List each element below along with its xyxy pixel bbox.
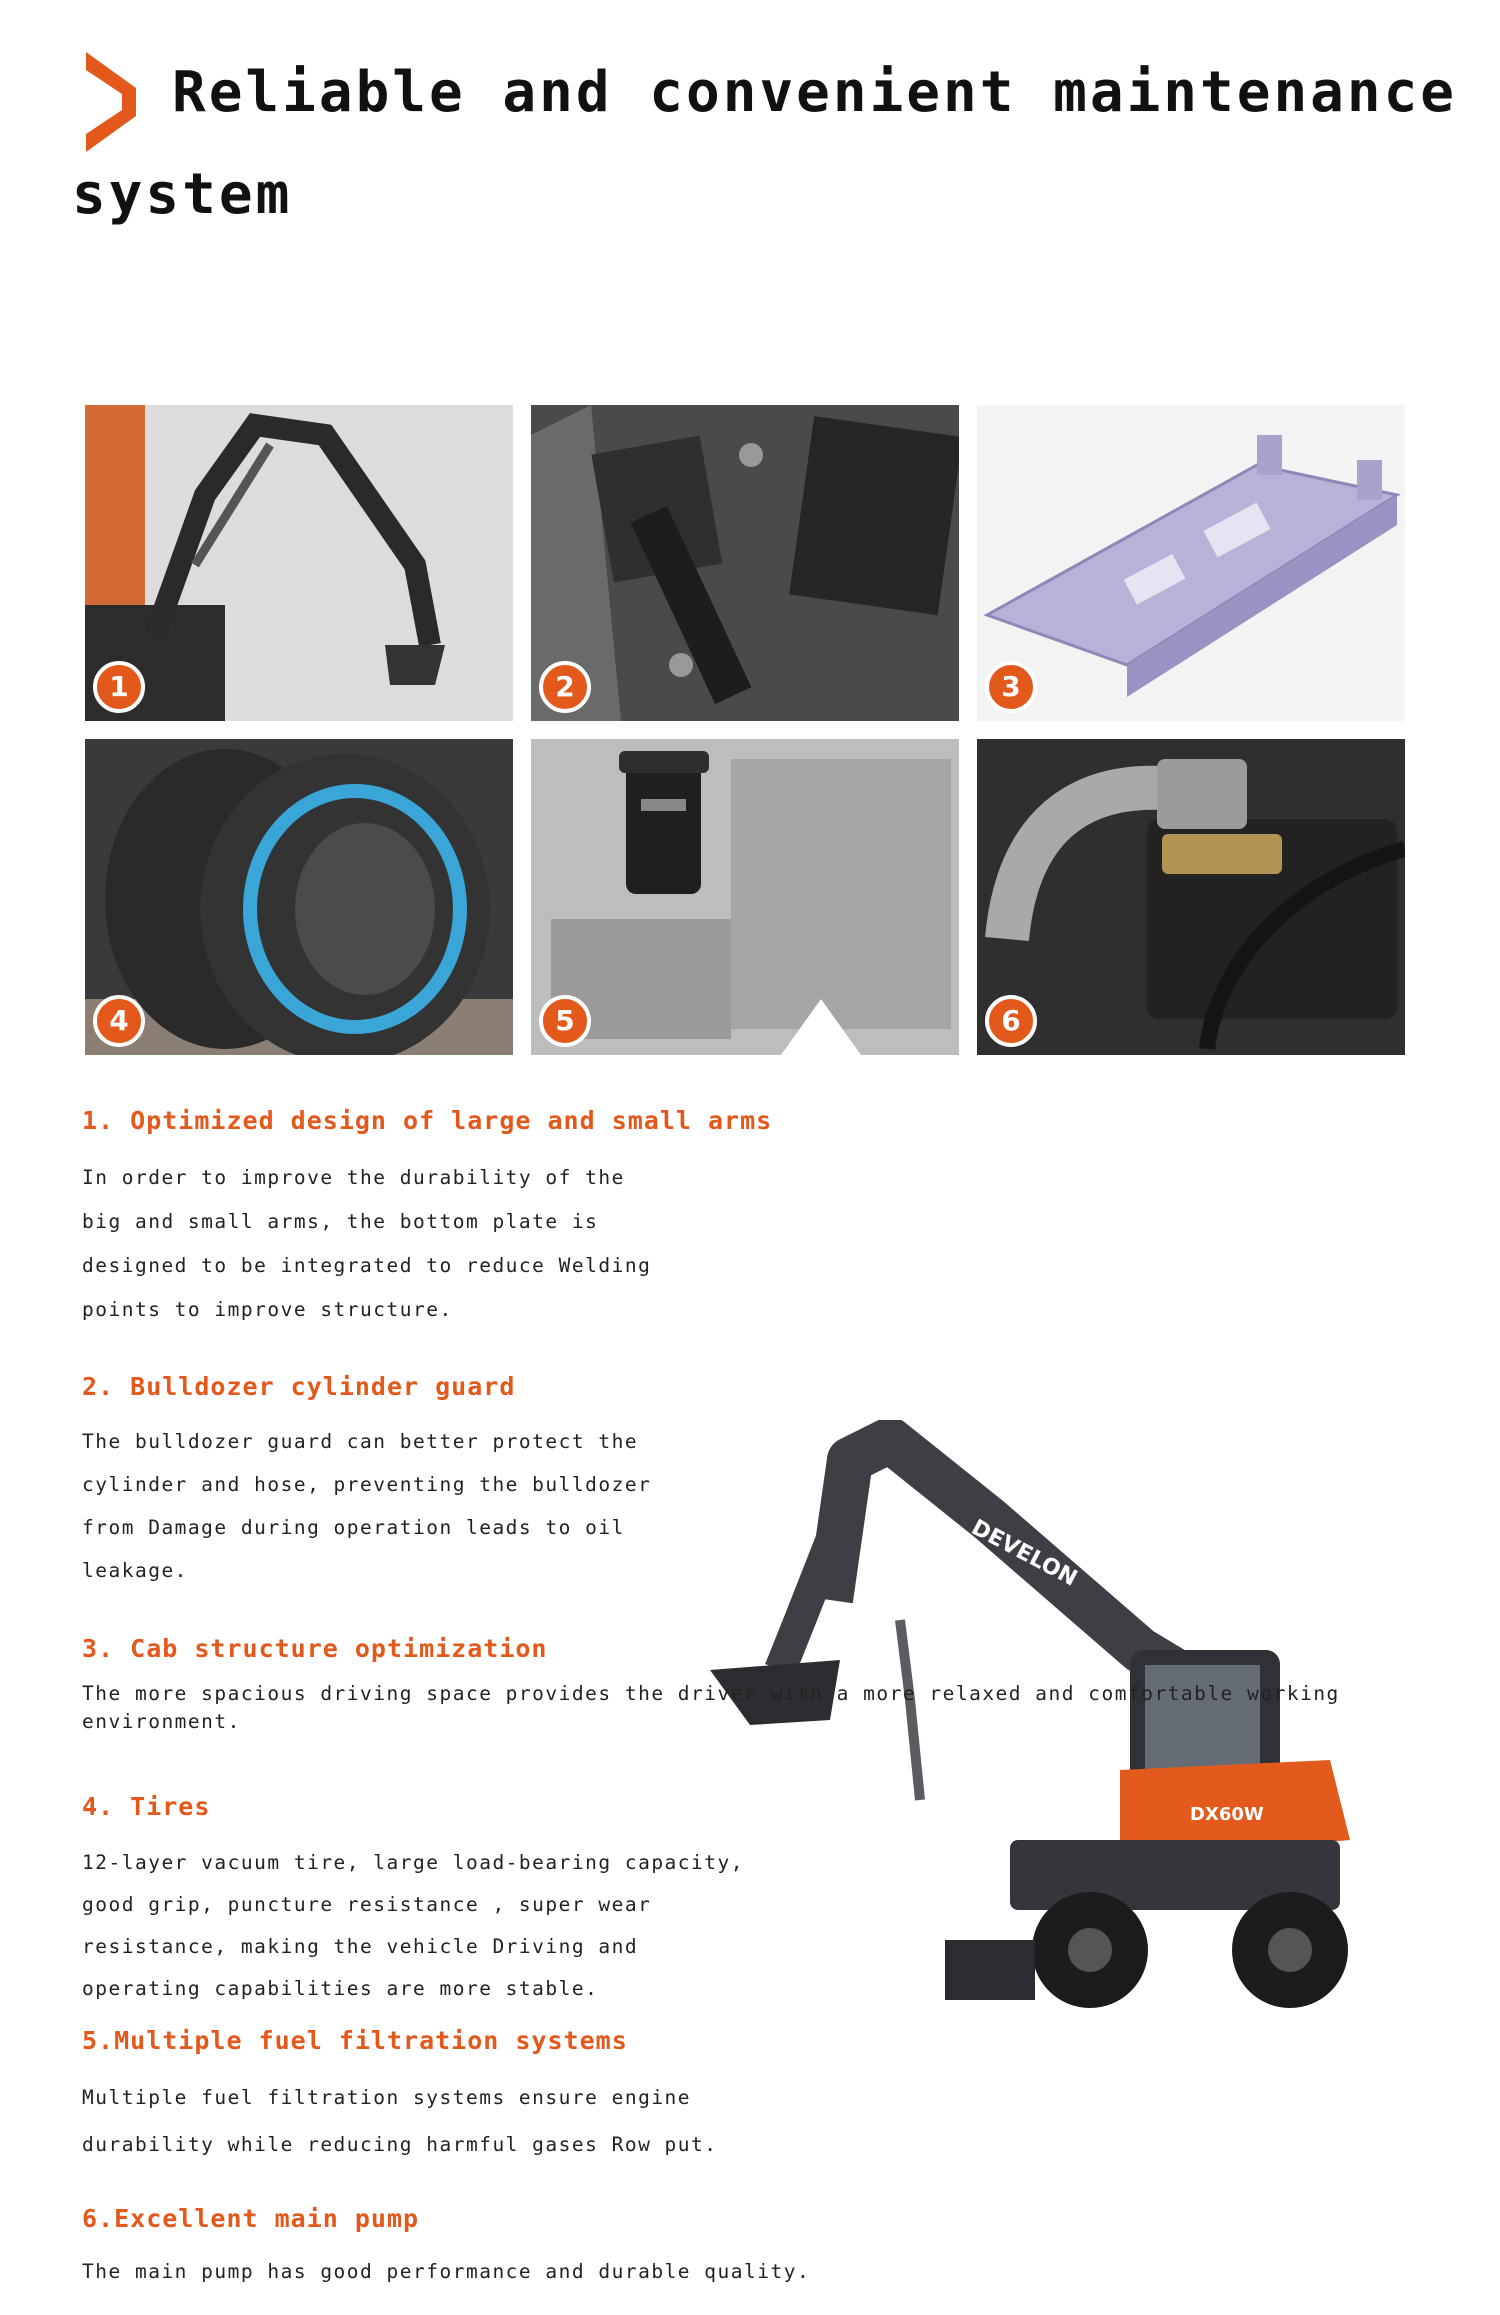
badge-5: 5	[539, 995, 591, 1047]
section-5-line: Multiple fuel filtration systems ensure engine	[82, 2086, 692, 2109]
section-4-line: good grip, puncture resistance , super wear	[82, 1893, 652, 1916]
section-2-line: The bulldozer guard can better protect the	[82, 1430, 639, 1453]
section-1-line: points to improve structure.	[82, 1298, 453, 1321]
brand-decal: DEVELON	[967, 1515, 1082, 1592]
section-1-line: big and small arms, the bottom plate is	[82, 1210, 599, 1233]
bulldozer-cylinder-guard-photo	[531, 405, 959, 721]
page-title: Reliable and convenient maintenance	[172, 60, 1458, 125]
section-2-line: cylinder and hose, preventing the bulldozer	[82, 1473, 652, 1496]
section-5-heading: 5.Multiple fuel filtration systems	[82, 2026, 628, 2055]
section-5-body	[82, 2074, 718, 2168]
badge-1: 1	[93, 661, 145, 713]
main-pump-photo	[977, 739, 1405, 1055]
section-6-body	[82, 2250, 810, 2294]
model-decal: DX60W	[1190, 1804, 1264, 1825]
section-1-heading: 1. Optimized design of large and small arms	[82, 1106, 773, 1135]
section-1-line: designed to be integrated to reduce Welding	[82, 1254, 652, 1277]
section-4-heading: 4. Tires	[82, 1792, 211, 1821]
section-3-body	[82, 1680, 1340, 1736]
section-3-line: environment.	[82, 1710, 241, 1733]
section-4-line: 12-layer vacuum tire, large load-bearing capacity,	[82, 1851, 744, 1874]
badge-6: 6	[985, 995, 1037, 1047]
section-1-body	[82, 1156, 651, 1332]
feature-photo-grid	[85, 405, 1405, 1055]
section-3-heading: 3. Cab structure optimization	[82, 1634, 548, 1663]
section-4-line: operating capabilities are more stable.	[82, 1977, 599, 2000]
section-4-body	[82, 1842, 744, 2010]
badge-4: 4	[93, 995, 145, 1047]
badge-2: 2	[539, 661, 591, 713]
section-2-heading: 2. Bulldozer cylinder guard	[82, 1372, 516, 1401]
section-3-line: The more spacious driving space provides the driver with a more relaxed and comfortable working	[82, 1682, 1340, 1705]
chevron-icon	[78, 52, 148, 152]
fuel-filter-photo	[531, 739, 959, 1055]
section-4-line: resistance, making the vehicle Driving and	[82, 1935, 639, 1958]
tire-photo	[85, 739, 513, 1055]
excavator-arm-photo	[85, 405, 513, 721]
section-2-line: from Damage during operation leads to oil	[82, 1516, 625, 1539]
section-2-body	[82, 1420, 651, 1592]
badge-3: 3	[985, 661, 1037, 713]
page-title-continued: system	[72, 162, 293, 227]
section-5-line: durability while reducing harmful gases Row put.	[82, 2133, 718, 2156]
section-2-line: leakage.	[82, 1559, 188, 1582]
section-1-line: In order to improve the durability of the	[82, 1166, 625, 1189]
section-6-line: The main pump has good performance and durable quality.	[82, 2260, 811, 2283]
cab-frame-photo	[977, 405, 1405, 721]
section-6-heading: 6.Excellent main pump	[82, 2204, 420, 2233]
